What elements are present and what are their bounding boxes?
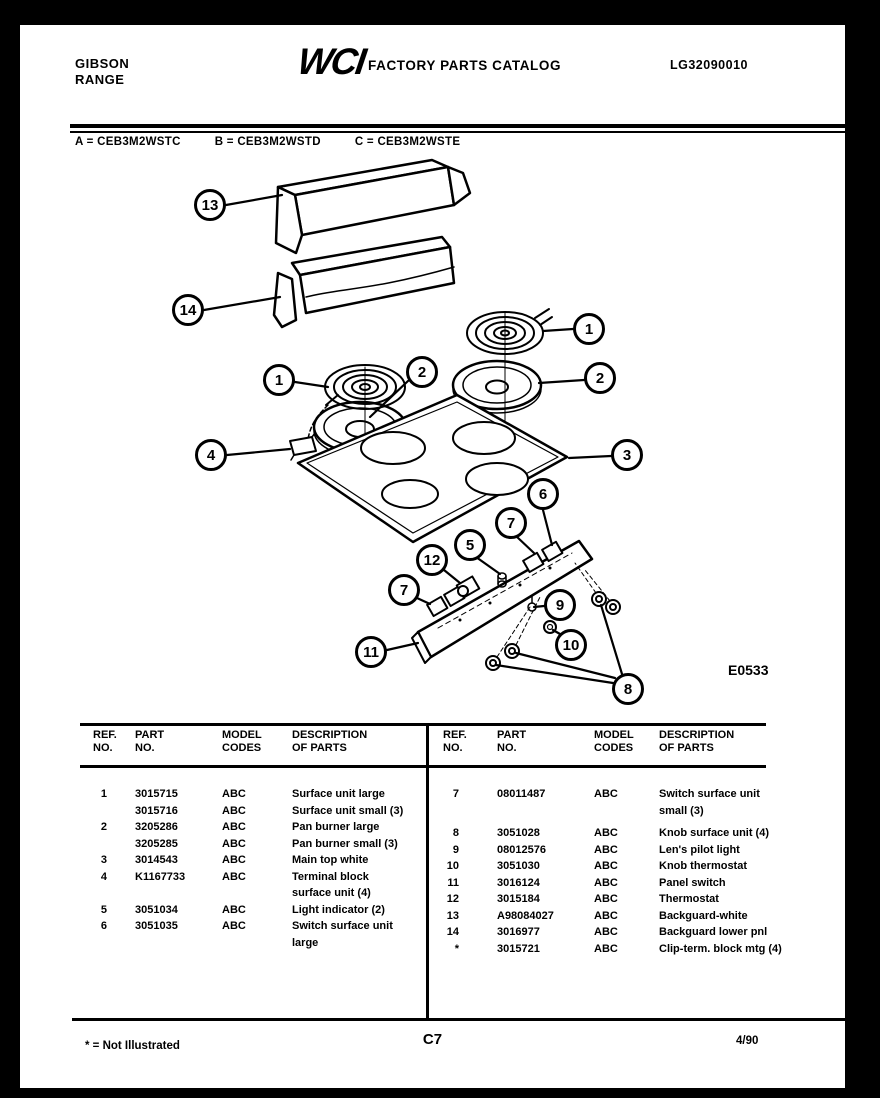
part-cell: 3015716: [135, 804, 178, 817]
exploded-parts-diagram: [60, 155, 845, 710]
table-bottom-rule: [72, 1018, 845, 1021]
part-cell: 3016977: [497, 926, 540, 938]
brand-block: [75, 56, 129, 88]
table-row: [437, 908, 763, 925]
ref-cell: 6: [100, 920, 107, 932]
model-c: C = CEB3M2WSTE: [354, 136, 461, 148]
table-row: [85, 803, 425, 820]
callout-8: 8: [612, 673, 644, 705]
desc-cell: Len's pilot light: [659, 843, 740, 856]
part-cell: K1167733: [135, 870, 186, 883]
part-cell: 3205286: [135, 821, 178, 833]
ref-cell: [85, 885, 135, 902]
table-row: [437, 924, 768, 941]
desc-cell: Light indicator (2): [292, 903, 385, 916]
desc-cell: Pan burner large: [292, 821, 380, 833]
codes-cell: ABC: [594, 827, 618, 839]
desc-cell: Switch surface unit: [292, 920, 393, 932]
ref-cell: [85, 836, 135, 853]
callout-14: 14: [172, 294, 204, 326]
codes-cell: [222, 885, 292, 902]
model-codes-line: [75, 136, 494, 148]
brand-line-1: GIBSON: [75, 56, 130, 71]
codes-cell: ABC: [594, 843, 618, 856]
ref-cell: 14: [446, 926, 459, 938]
header-divider: [70, 124, 845, 133]
codes-cell: ABC: [222, 804, 246, 817]
callout-3: 3: [611, 439, 643, 471]
table-row: [437, 941, 782, 958]
ref-cell: 8: [452, 827, 459, 839]
desc-cell: Surface unit small (3): [292, 804, 404, 817]
part-cell: 3015715: [135, 788, 178, 800]
ref-cell: 4: [100, 870, 107, 883]
codes-cell: [222, 935, 292, 952]
column-header: DESCRIPTION OF PARTS: [659, 729, 735, 754]
ref-cell: *: [454, 942, 459, 955]
model-a: A = CEB3M2WSTC: [75, 136, 181, 148]
catalog-title: FACTORY PARTS CATALOG: [368, 58, 562, 73]
part-cell: 08011487: [497, 788, 546, 800]
table-row: [85, 869, 425, 886]
desc-cell: surface unit (4): [292, 887, 371, 899]
desc-cell: Switch surface unit: [659, 788, 760, 800]
callout-4: 4: [195, 439, 227, 471]
column-header: MODEL CODES: [594, 729, 634, 754]
codes-cell: ABC: [222, 821, 246, 833]
codes-cell: ABC: [222, 920, 246, 932]
codes-cell: [594, 803, 659, 820]
part-cell: 3015184: [497, 893, 540, 905]
callout-1: 1: [263, 364, 295, 396]
ref-cell: 3: [100, 854, 107, 866]
codes-cell: ABC: [594, 942, 618, 955]
part-cell: 3051035: [135, 920, 178, 932]
callout-12: 12: [416, 544, 448, 576]
callout-6: 6: [527, 478, 559, 510]
table-row: [85, 819, 425, 836]
desc-cell: Backguard-white: [659, 909, 748, 922]
document-number: LG32090010: [670, 58, 748, 72]
column-header: PART NO.: [497, 729, 527, 754]
table-row: [85, 885, 425, 902]
ref-cell: 5: [100, 903, 107, 916]
codes-cell: ABC: [222, 870, 246, 883]
table-row: [437, 875, 763, 892]
codes-cell: ABC: [594, 788, 618, 800]
callout-5: 5: [454, 529, 486, 561]
callout-7: 7: [388, 574, 420, 606]
wci-logo: WCI: [295, 41, 367, 82]
part-cell: 3051030: [497, 860, 540, 872]
left-table-header: [85, 729, 425, 755]
ref-cell: 11: [447, 876, 459, 889]
codes-cell: ABC: [222, 788, 246, 800]
ref-cell: 10: [446, 860, 459, 872]
part-cell: 08012576: [497, 843, 546, 856]
callout-11: 11: [355, 636, 387, 668]
part-cell: 3051028: [497, 827, 540, 839]
codes-cell: ABC: [222, 903, 246, 916]
ref-cell: [85, 803, 135, 820]
ref-cell: [437, 803, 497, 820]
part-cell: [135, 885, 222, 902]
ref-cell: 1: [100, 788, 107, 800]
desc-cell: Thermostat: [659, 893, 719, 905]
codes-cell: ABC: [594, 893, 618, 905]
desc-cell: Panel switch: [659, 876, 726, 889]
ref-cell: 13: [446, 909, 459, 922]
codes-cell: ABC: [594, 860, 618, 872]
page-number: C7: [422, 1031, 443, 1048]
catalog-page: [20, 25, 845, 1088]
callout-13: 13: [194, 189, 226, 221]
codes-cell: ABC: [594, 926, 618, 938]
right-parts-table: [437, 786, 782, 957]
part-cell: [497, 803, 594, 820]
column-header: DESCRIPTION OF PARTS: [292, 729, 368, 754]
table-row: [85, 918, 425, 935]
table-row: [437, 858, 763, 875]
part-cell: [135, 935, 222, 952]
not-illustrated-note: * = Not Illustrated: [85, 1040, 180, 1052]
diagram-code: E0533: [728, 662, 769, 678]
column-header: PART NO.: [135, 729, 165, 754]
desc-cell: Terminal block: [292, 870, 369, 883]
brand-line-2: RANGE: [75, 72, 125, 87]
desc-cell: Clip-term. block mtg (4): [659, 942, 782, 955]
ref-cell: 12: [446, 893, 459, 905]
table-row: [437, 891, 763, 908]
table-row: [437, 825, 770, 842]
part-cell: 3051034: [135, 903, 178, 916]
table-row: [437, 786, 763, 803]
table-header-rule: [80, 765, 766, 768]
table-row: [85, 786, 425, 803]
ref-cell: 7: [452, 788, 459, 800]
codes-cell: ABC: [222, 854, 246, 866]
desc-cell: small (3): [659, 804, 704, 817]
table-top-rule: [80, 723, 766, 726]
desc-cell: Surface unit large: [292, 788, 385, 800]
column-header: MODEL CODES: [222, 729, 262, 754]
callout-7: 7: [495, 507, 527, 539]
part-cell: 3205285: [135, 837, 178, 850]
codes-cell: ABC: [594, 909, 618, 922]
table-row: [85, 935, 425, 952]
callout-1: 1: [573, 313, 605, 345]
part-cell: A98084027: [497, 909, 554, 922]
callout-10: 10: [555, 629, 587, 661]
table-row: [85, 852, 425, 869]
table-row: [437, 842, 763, 859]
ref-cell: 9: [452, 843, 459, 856]
right-table-header: [437, 729, 763, 755]
desc-cell: Knob surface unit (4): [659, 827, 770, 839]
part-cell: 3016124: [497, 876, 540, 889]
callout-2: 2: [406, 356, 438, 388]
revision-date: 4/90: [736, 1035, 759, 1047]
table-center-divider: [426, 723, 429, 1019]
codes-cell: ABC: [594, 876, 618, 889]
desc-cell: Knob thermostat: [659, 860, 747, 872]
desc-cell: Main top white: [292, 854, 369, 866]
part-cell: 3015721: [497, 942, 540, 955]
callout-9: 9: [544, 589, 576, 621]
desc-cell: large: [292, 936, 319, 949]
model-b: B = CEB3M2WSTD: [214, 136, 321, 148]
table-row: [437, 803, 763, 820]
table-row: [85, 836, 425, 853]
ref-cell: 2: [100, 821, 107, 833]
callout-2: 2: [584, 362, 616, 394]
part-cell: 3014543: [135, 854, 178, 866]
desc-cell: Pan burner small (3): [292, 837, 398, 850]
desc-cell: Backguard lower pnl: [659, 926, 768, 938]
column-header: REF. NO.: [443, 729, 467, 754]
codes-cell: ABC: [222, 837, 246, 850]
left-parts-table: [85, 786, 425, 951]
table-row: [85, 902, 425, 919]
ref-cell: [85, 935, 135, 952]
column-header: REF. NO.: [93, 729, 117, 754]
